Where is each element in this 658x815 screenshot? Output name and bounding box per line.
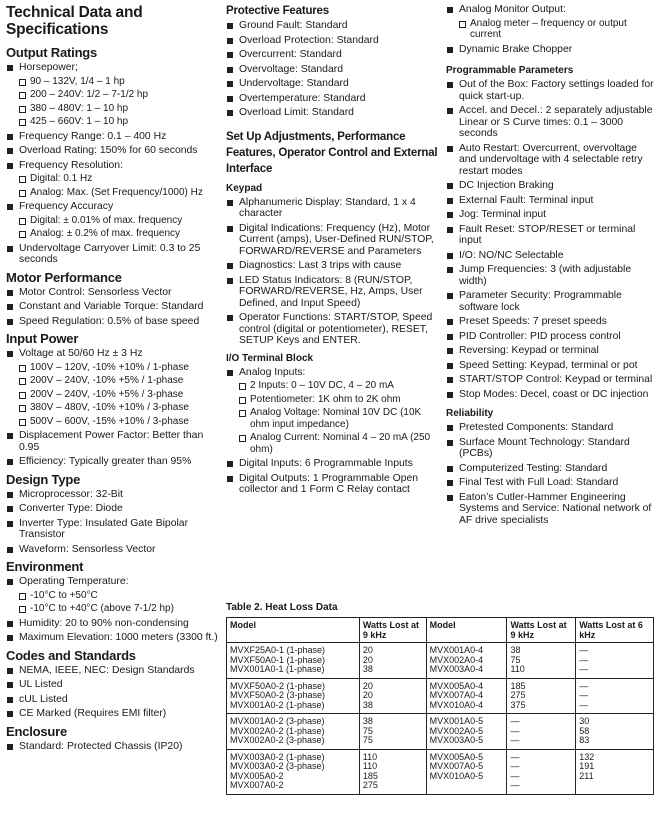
section-heading-enclosure: Enclosure <box>6 723 68 739</box>
list-item: Overload Rating: 150% for 60 seconds <box>6 145 220 157</box>
section-heading-output-ratings: Output Ratings <box>6 45 98 60</box>
list-item: CE Marked (Requires EMI filter) <box>6 708 220 720</box>
table-title: Table 2. Heat Loss Data <box>226 602 338 613</box>
cell-line: — <box>510 725 520 736</box>
section-heading-protective: Protective Features <box>226 5 329 17</box>
table-cell <box>227 749 360 794</box>
list-item: Undervoltage: Standard <box>226 78 440 90</box>
cell-line: — <box>579 690 589 700</box>
list-item: Frequency Accuracy Digital: ± 0.01% of max. frequency Analog: ± 0.2% of max. frequency <box>6 201 220 240</box>
list-item: Digital Outputs: 1 Programmable Open collector and 1 Form C Relay contact <box>226 473 440 496</box>
list-item: Parameter Security: Programmable software lock <box>446 290 654 313</box>
list-item: Pretested Components: Standard <box>446 422 654 434</box>
cell-line: 110 <box>362 751 378 762</box>
table-row <box>227 714 654 750</box>
cell-line: MVX001A0-2 (3-phase) <box>230 716 325 726</box>
list-item: Overtemperature: Standard <box>226 93 440 105</box>
cell-line: MVX003A0-5 <box>429 735 484 745</box>
list-item: Accel. and Decel.: 2 separately adjustable Linear or S Curve times: 0.1 – 3000 seconds <box>446 105 654 140</box>
column-header: Watts Lost at 9 kHz <box>507 618 576 643</box>
cell-line: 132 <box>579 751 595 762</box>
reliability-list <box>446 422 654 526</box>
sub-item: 380V – 480V, -10% +10% / 3-phase <box>6 402 220 414</box>
sub-item: Analog Current: Nominal 4 – 20 mA (250 ohm) <box>226 432 440 455</box>
cell-line: 38 <box>510 645 521 655</box>
list-item: Preset Speeds: 7 preset speeds <box>446 316 654 328</box>
cell-line: MVX005A0-4 <box>429 680 484 691</box>
table-cell <box>227 678 360 714</box>
environment-list <box>6 576 220 644</box>
section-heading-codes: Codes and Standards <box>6 647 136 663</box>
list-item: Speed Regulation: 0.5% of base speed <box>6 316 220 328</box>
cell-line: 30 <box>579 716 590 726</box>
list-item: Overload Limit: Standard <box>226 107 440 119</box>
cell-line: — <box>579 699 589 710</box>
cell-line: 58 <box>579 725 590 736</box>
cell-line: 38 <box>362 716 373 726</box>
cell-line: MVX002A0-2 (1-phase) <box>230 725 325 736</box>
list-item: Displacement Power Factor: Better than 0.95 <box>6 430 220 453</box>
table-cell <box>359 678 426 714</box>
cell-line: MVX007A0-2 <box>230 780 284 790</box>
list-item: Surface Mount Technology: Standard (PCBs) <box>446 437 654 460</box>
table-cell <box>576 714 654 750</box>
cell-line: 83 <box>579 735 590 745</box>
list-item: Jump Frequencies: 3 (with adjustable width) <box>446 264 654 287</box>
column-header: Watts Lost at 9 kHz <box>359 618 426 643</box>
list-item: Computerized Testing: Standard <box>446 463 654 475</box>
cell-line: MVX001A0-4 <box>429 645 484 655</box>
list-item: Motor Control: Sensorless Vector <box>6 287 220 299</box>
cell-line: MVX002A0-2 (3-phase) <box>230 735 325 745</box>
subheading-keypad: Keypad <box>226 182 263 194</box>
enclosure-list <box>6 741 220 753</box>
list-item: Overvoltage: Standard <box>226 64 440 76</box>
column-header: Watts Lost at 6 kHz <box>576 618 654 643</box>
list-item: Standard: Protected Chassis (IP20) <box>6 741 220 753</box>
list-item: Final Test with Full Load: Standard <box>446 477 654 489</box>
list-item: Reversing: Keypad or terminal <box>446 345 654 357</box>
list-item: Efficiency: Typically greater than 95% <box>6 456 220 468</box>
sub-item: 500V – 600V, -15% +10% / 3-phase <box>6 416 220 428</box>
page-title: Technical Data and Specifications <box>6 4 143 38</box>
list-item: UL Listed <box>6 679 220 691</box>
list-item: START/STOP Control: Keypad or terminal <box>446 374 654 386</box>
list-item: Jog: Terminal input <box>446 209 654 221</box>
cell-line: MVX003A0-2 (3-phase) <box>230 761 325 771</box>
column-header: Model <box>227 618 360 643</box>
cell-line: — <box>579 654 589 665</box>
list-item: Microprocessor: 32-Bit <box>6 489 220 501</box>
cell-line: 20 <box>362 654 373 665</box>
list-item: PID Controller: PID process control <box>446 331 654 343</box>
table-cell <box>227 643 360 679</box>
sub-item: 200 – 240V: 1/2 – 7-1/2 hp <box>6 89 220 101</box>
input-power-list <box>6 348 220 468</box>
motor-performance-list <box>6 287 220 328</box>
cell-line: 211 <box>579 770 594 781</box>
cell-line: 185 <box>510 680 526 691</box>
table-cell <box>507 714 576 750</box>
sub-item: Digital: 0.1 Hz <box>6 173 220 185</box>
section-heading-input-power: Input Power <box>6 331 79 346</box>
sub-item: 2 Inputs: 0 – 10V DC, 4 – 20 mA <box>226 380 440 392</box>
cell-line: — <box>510 751 520 762</box>
cell-line: 20 <box>362 690 373 700</box>
list-item: Undervoltage Carryover Limit: 0.3 to 25 seconds <box>6 243 220 266</box>
table-row <box>227 749 654 794</box>
list-item: LED Status Indicators: 8 (RUN/STOP, FORWARD/REVERSE, Hz, Amps, User Defined, and Input Speed) <box>226 275 440 310</box>
cell-line: 75 <box>510 654 521 665</box>
list-item: I/O: NO/NC Selectable <box>446 250 654 262</box>
table-cell <box>227 714 360 750</box>
sub-item: 90 – 132V, 1/4 – 1 hp <box>6 76 220 88</box>
table-cell <box>359 643 426 679</box>
cell-line: 20 <box>362 680 373 691</box>
list-item: Operating Temperature: -10°C to +50°C -10°C to +40°C (above 7-1/2 hp) <box>6 576 220 615</box>
cell-line <box>579 781 650 791</box>
list-item: Fault Reset: STOP/RESET or terminal input <box>446 224 654 247</box>
cell-line: 275 <box>510 690 526 700</box>
section-heading-setup: Set Up Adjustments, Performance Features, Operator Control and External Interface <box>226 130 438 175</box>
cell-line: 185 <box>362 770 378 781</box>
keypad-list <box>226 197 440 347</box>
column-header: Model <box>426 618 507 643</box>
cell-line: MVX010A0-4 <box>429 699 484 710</box>
cell-line: MVX005A0-5 <box>429 751 484 762</box>
sub-item: Analog: Max. (Set Frequency/1000) Hz <box>6 187 220 199</box>
column-left <box>6 4 220 755</box>
cell-line: 110 <box>362 761 378 771</box>
table-cell <box>359 749 426 794</box>
io-list <box>226 367 440 496</box>
table-cell <box>359 714 426 750</box>
cell-line: — <box>579 645 589 655</box>
cell-line: MVXF50A0-1 (1-phase) <box>230 654 326 665</box>
analog-monitor-list <box>446 4 654 55</box>
list-item: cUL Listed <box>6 694 220 706</box>
cell-line: MVX002A0-4 <box>429 654 484 665</box>
cell-line: MVX002A0-5 <box>429 725 484 736</box>
subheading-reliability: Reliability <box>446 408 494 419</box>
cell-line: 275 <box>362 780 378 790</box>
cell-line: MVX007A0-5 <box>429 761 484 771</box>
programmable-list <box>446 79 654 400</box>
table-cell <box>576 678 654 714</box>
sub-item: -10°C to +50°C <box>6 590 220 602</box>
list-item: Overload Protection: Standard <box>226 35 440 47</box>
list-item: Diagnostics: Last 3 trips with cause <box>226 260 440 272</box>
list-item: Speed Setting: Keypad, terminal or pot <box>446 360 654 372</box>
list-item: Ground Fault: Standard <box>226 20 440 32</box>
list-item: Digital Indications: Frequency (Hz), Motor Current (amps), User-Defined RUN/STOP, FORWARD/REVERSE and Parameters <box>226 223 440 258</box>
cell-line: 38 <box>362 664 373 674</box>
list-item: Analog Monitor Output: Analog meter – frequency or output current <box>446 4 654 41</box>
sub-item: Digital: ± 0.01% of max. frequency <box>6 215 220 227</box>
table-cell <box>507 749 576 794</box>
list-item: Frequency Range: 0.1 – 400 Hz <box>6 131 220 143</box>
sub-item: Analog meter – frequency or output current <box>446 18 654 41</box>
cell-line: 110 <box>510 664 525 674</box>
cell-line: MVX005A0-2 <box>230 770 284 781</box>
protective-list <box>226 20 440 119</box>
sub-item: Analog: ± 0.2% of max. frequency <box>6 228 220 240</box>
cell-line: 375 <box>510 699 526 710</box>
cell-line: MVX010A0-5 <box>429 770 484 781</box>
list-item: Overcurrent: Standard <box>226 49 440 61</box>
sub-item: Potentiometer: 1K ohm to 2K ohm <box>226 394 440 406</box>
table-cell <box>426 643 507 679</box>
table-row <box>227 678 654 714</box>
table-cell <box>426 678 507 714</box>
list-item: Dynamic Brake Chopper <box>446 44 654 56</box>
cell-line: 75 <box>362 735 373 745</box>
table-cell <box>576 643 654 679</box>
cell-line: MVXF50A0-2 (3-phase) <box>230 690 326 700</box>
list-item: Analog Inputs: 2 Inputs: 0 – 10V DC, 4 – 20 mA Potentiometer: 1K ohm to 2K ohm Analog Voltage: Nominal 10V DC (10K ohm input impedance) Analog Current: Nominal 4 – 20 mA (250 ohm) <box>226 367 440 456</box>
subheading-programmable: Programmable Parameters <box>446 65 574 76</box>
sub-item: Analog Voltage: Nominal 10V DC (10K ohm input impedance) <box>226 407 440 430</box>
list-item: Alphanumeric Display: Standard, 1 x 4 character <box>226 197 440 220</box>
section-heading-design-type: Design Type <box>6 471 81 487</box>
table-cell <box>507 643 576 679</box>
cell-line: MVX001A0-2 (1-phase) <box>230 699 325 710</box>
cell-line: MVX007A0-4 <box>429 690 484 700</box>
subheading-io: I/O Terminal Block <box>226 352 314 364</box>
cell-line: MVX001A0-1 (1-phase) <box>230 664 325 674</box>
list-item: Stop Modes: Decel, coast or DC injection <box>446 389 654 401</box>
list-item: Converter Type: Diode <box>6 503 220 515</box>
design-type-list <box>6 489 220 556</box>
list-item: Inverter Type: Insulated Gate Bipolar Transistor <box>6 518 220 541</box>
cell-line: — <box>579 664 589 674</box>
list-item: Eaton’s Cutler-Hammer Engineering Systems and Service: National network of AF drive specialists <box>446 492 654 527</box>
cell-line: 75 <box>362 725 373 736</box>
cell-line: — <box>579 680 589 691</box>
list-item: Constant and Variable Torque: Standard <box>6 301 220 313</box>
column-middle <box>226 4 440 499</box>
list-item: DC Injection Braking <box>446 180 654 192</box>
sub-item: 200V – 240V, -10% +5% / 1-phase <box>6 375 220 387</box>
cell-line: — <box>510 770 520 781</box>
list-item: Auto Restart: Overcurrent, overvoltage and undervoltage with 4 selectable retry restart modes <box>446 143 654 178</box>
heat-loss-table <box>226 617 654 795</box>
cell-line: 20 <box>362 645 373 655</box>
cell-line: — <box>510 716 520 726</box>
column-right <box>446 4 654 529</box>
list-item: Frequency Resolution: Digital: 0.1 Hz Analog: Max. (Set Frequency/1000) Hz <box>6 160 220 199</box>
cell-line: — <box>510 761 520 771</box>
table-row <box>227 643 654 679</box>
table-cell <box>426 714 507 750</box>
section-heading-environment: Environment <box>6 559 84 574</box>
cell-line: MVXF25A0-1 (1-phase) <box>230 645 326 655</box>
sub-item: 380 – 480V: 1 – 10 hp <box>6 103 220 115</box>
cell-line: MVXF50A0-2 (1-phase) <box>230 680 326 691</box>
sub-item: 100V – 120V, -10% +10% / 1-phase <box>6 362 220 374</box>
table-body <box>227 643 654 795</box>
table-cell <box>426 749 507 794</box>
section-heading-motor-performance: Motor Performance <box>6 269 122 285</box>
list-item: Out of the Box: Factory settings loaded for quick start-up. <box>446 79 654 102</box>
list-item: Maximum Elevation: 1000 meters (3300 ft.) <box>6 632 220 644</box>
cell-line: — <box>510 780 520 790</box>
cell-line: 38 <box>362 699 373 710</box>
cell-line: MVX003A0-4 <box>429 664 484 674</box>
sub-item: -10°C to +40°C (above 7-1/2 hp) <box>6 603 220 615</box>
list-item: NEMA, IEEE, NEC: Design Standards <box>6 665 220 677</box>
list-item: Waveform: Sensorless Vector <box>6 544 220 556</box>
list-item: External Fault: Terminal input <box>446 195 654 207</box>
sub-item: 200V – 240V, -10% +5% / 3-phase <box>6 389 220 401</box>
cell-line <box>430 781 504 791</box>
cell-line: 191 <box>579 761 595 771</box>
cell-line: — <box>510 735 520 745</box>
list-item: Horsepower; 90 – 132V, 1/4 – 1 hp 200 – 240V: 1/2 – 7-1/2 hp 380 – 480V: 1 – 10 hp 425 – 660V: 1 – 10 hp <box>6 62 220 128</box>
table-header-row <box>227 618 654 643</box>
list-item: Humidity: 20 to 90% non-condensing <box>6 618 220 630</box>
codes-list <box>6 665 220 720</box>
sub-item: 425 – 660V: 1 – 10 hp <box>6 116 220 128</box>
cell-line: MVX003A0-2 (1-phase) <box>230 751 325 762</box>
table-cell <box>576 749 654 794</box>
list-item: Operator Functions: START/STOP, Speed control (digital or potentiometer), RESET, SETUP Keys and ENTER. <box>226 312 440 347</box>
list-item: Voltage at 50/60 Hz ± 3 Hz 100V – 120V, -10% +10% / 1-phase 200V – 240V, -10% +5% / 1-phase 200V – 240V, -10% +5% / 3-phase 380V – 480V, -10% +10% / 3-phase 500V – 600V, -15% +10% / 3-phase <box>6 348 220 427</box>
list-item: Digital Inputs: 6 Programmable Inputs <box>226 458 440 470</box>
output-ratings-list <box>6 62 220 266</box>
cell-line: MVX001A0-5 <box>429 716 484 726</box>
table-cell <box>507 678 576 714</box>
